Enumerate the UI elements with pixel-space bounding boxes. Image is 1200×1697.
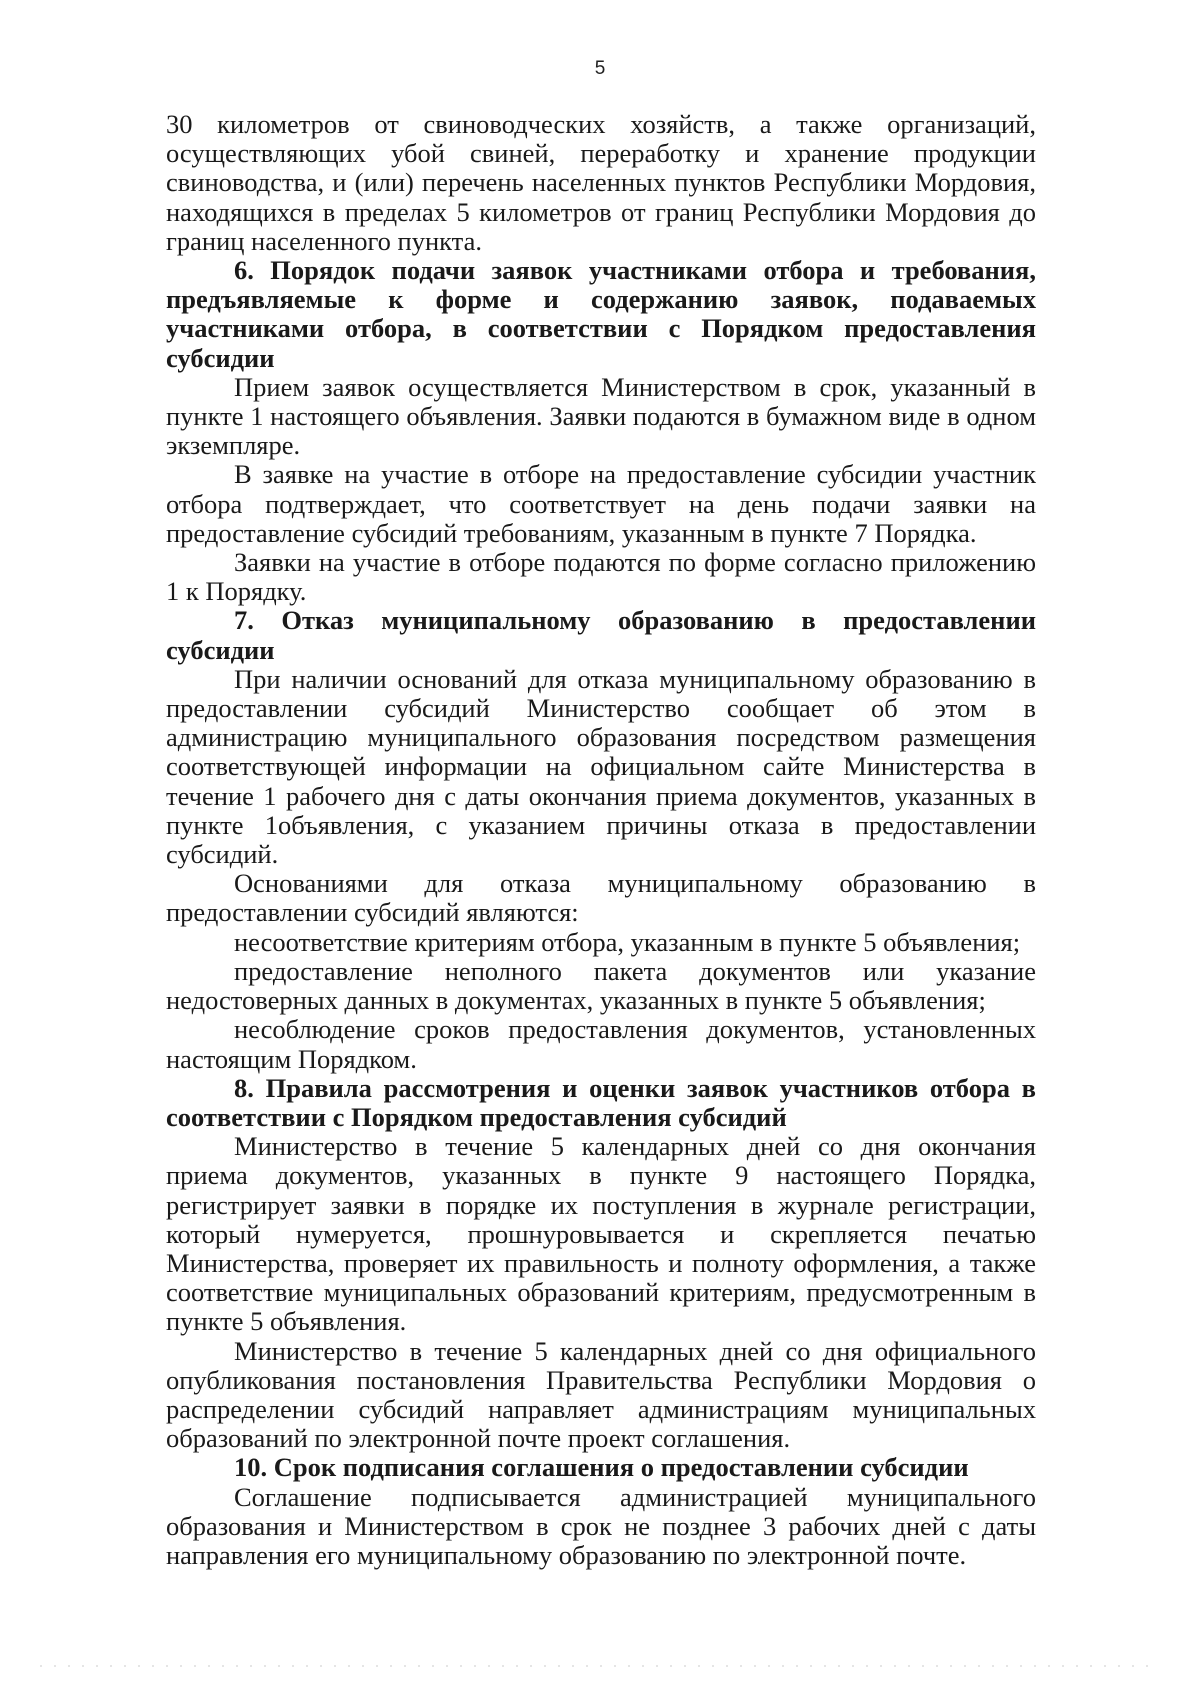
list-item: несоответствие критериям отбора, указанным в пункте 5 объявления;	[234, 926, 1021, 957]
paragraph: Министерство в течение 5 календарных дней со дня окончания приема документов, указанных в пункте 9 настоящего Порядка, регистрирует заявки в порядке их поступления в журнале регистрации, который нумеруется, прошнуровывается и скрепляется печатью Министерства, проверяет их правильность и полноту оформления, а также соответствие муниципальных образований критериям, предусмотренным в пункте 5 объявления.	[166, 1131, 1036, 1337]
paragraph: При наличии оснований для отказа муниципальному образованию в предоставлении субсидий Министерство сообщает об этом в администрацию муниципального образования посредством размещения соответствующей информации на официальном сайте Министерства в течение 1 рабочего дня с даты окончания приема документов, указанных в пункте 1объявления, с указанием причины отказа в предоставлении субсидий.	[166, 663, 1036, 870]
paragraph: Министерство в течение 5 календарных дней со дня официального опубликования постановления Правительства Республики Мордовия о распределении субсидий направляет администрациям муниципальных образований по электронной почте проект соглашения.	[166, 1335, 1036, 1454]
document-body	[166, 110, 1036, 1570]
paragraph: В заявке на участие в отборе на предоставление субсидии участник отбора подтверждает, что соответствует на день подачи заявки на предоставление субсидий требованиям, указанным в пункте 7 Порядка.	[166, 459, 1036, 548]
paragraph: Основаниями для отказа муниципальному образованию в предоставлении субсидий являются:	[166, 868, 1036, 928]
paragraph: Соглашение подписывается администрацией муниципального образования и Министерством в срок не позднее 3 рабочих дней с даты направления его муниципальному образованию по электронной почте.	[166, 1481, 1036, 1570]
section-heading: 10. Срок подписания соглашения о предоставлении субсидии	[234, 1452, 969, 1483]
paragraph: 30 километров от свиноводческих хозяйств, а также организаций, осуществляющих убой свиней, переработку и хранение продукции свиноводства, и (или) перечень населенных пунктов Республики Мордовия, находящихся в пределах 5 километров от границ Республики Мордовия до границ населенного пункта.	[166, 109, 1036, 256]
list-item: несоблюдение сроков предоставления документов, установленных настоящим Порядком.	[166, 1014, 1036, 1074]
paragraph: Заявки на участие в отборе подаются по форме согласно приложению 1 к Порядку.	[166, 547, 1036, 607]
scan-artifact-line	[40, 1665, 1160, 1667]
paragraph: Прием заявок осуществляется Министерством в срок, указанный в пункте 1 настоящего объявления. Заявки подаются в бумажном виде в одном экземпляре.	[166, 371, 1036, 461]
section-heading: 8. Правила рассмотрения и оценки заявок участников отбора в соответствии с Порядком предоставления субсидий	[166, 1072, 1036, 1132]
section-heading: 7. Отказ муниципальному образованию в предоставлении субсидии	[166, 605, 1036, 665]
page-number: 5	[594, 58, 606, 79]
list-item: предоставление неполного пакета документов или указание недостоверных данных в документах, указанных в пункте 5 объявления;	[166, 955, 1036, 1016]
section-heading: 6. Порядок подачи заявок участниками отбора и требования, предъявляемые к форме и содержанию заявок, подаваемых участниками отбора, в соответствии с Порядком предоставления субсидии	[166, 255, 1036, 373]
